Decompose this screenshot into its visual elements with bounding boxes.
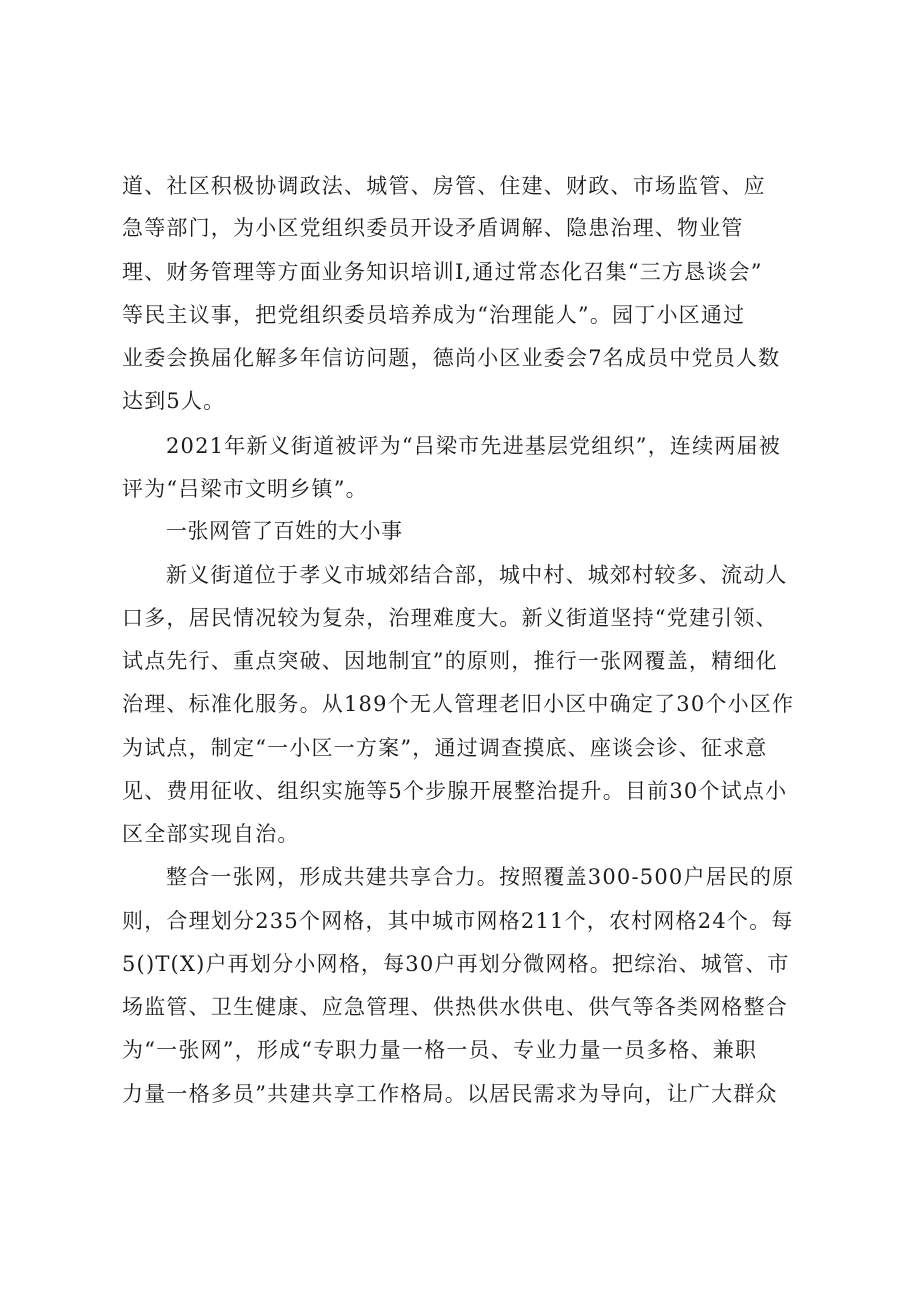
paragraph-4-line-1: 整合一张网，形成共建共享合力。按照覆盖300-500户居民的原	[166, 865, 795, 889]
paragraph-2-line-1: 2021年新义街道被评为“吕梁市先进基层党组织”，连续两届被	[166, 434, 781, 458]
paragraph-1-line-2: 急等部门，为小区党组织委员开设矛盾调解、隐患治理、物业管	[122, 216, 744, 240]
paragraph-1-line-5: 业委会换届化解多年信访问题，德尚小区业委会7名成员中党员人数	[122, 346, 781, 370]
paragraph-4-line-6: 力量一格多员”共建共享工作格局。以居民需求为导向，让广大群众	[122, 1082, 778, 1106]
paragraph-4-line-3: 5()T(X)户再划分小网格，每30户再划分微网格。把综治、城管、市	[122, 952, 790, 976]
paragraph-3-line-1: 新义街道位于孝义市城郊结合部，城中村、城郊村较多、流动人	[166, 563, 788, 587]
paragraph-4-line-5: 为“一张网”，形成“专职力量一格一员、专业力量一员多格、兼职	[122, 1038, 758, 1062]
paragraph-3-line-5: 为试点，制定“一小区一方案”，通过调查摸底、座谈会诊、征求意	[122, 736, 768, 760]
paragraph-3-line-4: 治理、标准化服务。从189个无人管理老旧小区中确定了30个小区作	[122, 692, 795, 716]
paragraph-1-line-3: 理、财务管理等方面业务知识培训I,通过常态化召集“三方恳谈会”	[122, 260, 763, 284]
paragraph-3-line-7: 区全部实现自治。	[122, 822, 300, 846]
paragraph-1-line-4: 等民主议事，把党组织委员培养成为“治理能人”。园丁小区通过	[122, 303, 746, 327]
paragraph-3-line-3: 试点先行、重点突破、因地制宜”的原则，推行一张网覆盖，精细化	[122, 649, 778, 673]
paragraph-1-line-1: 道、社区积极协调政法、城管、房管、住建、财政、市场监管、应	[122, 174, 766, 198]
paragraph-2-line-2: 评为“吕梁市文明乡镇”。	[122, 477, 368, 501]
paragraph-1-line-6: 达到5人。	[122, 389, 226, 413]
paragraph-3-line-2: 口多，居民情况较为复杂，治理难度大。新义街道坚持“党建引领、	[122, 606, 778, 630]
paragraph-4-line-4: 场监管、卫生健康、应急管理、供热供水供电、供气等各类网格整合	[122, 995, 788, 1019]
paragraph-3-line-6: 见、费用征收、组织实施等5个步腺开展整治提升。目前30个试点小	[122, 779, 788, 803]
section-heading: 一张网管了百姓的大小事	[166, 519, 403, 543]
paragraph-4-line-2: 则，合理划分235个网格，其中城市网格211个，农村网格24个。每	[122, 909, 794, 933]
